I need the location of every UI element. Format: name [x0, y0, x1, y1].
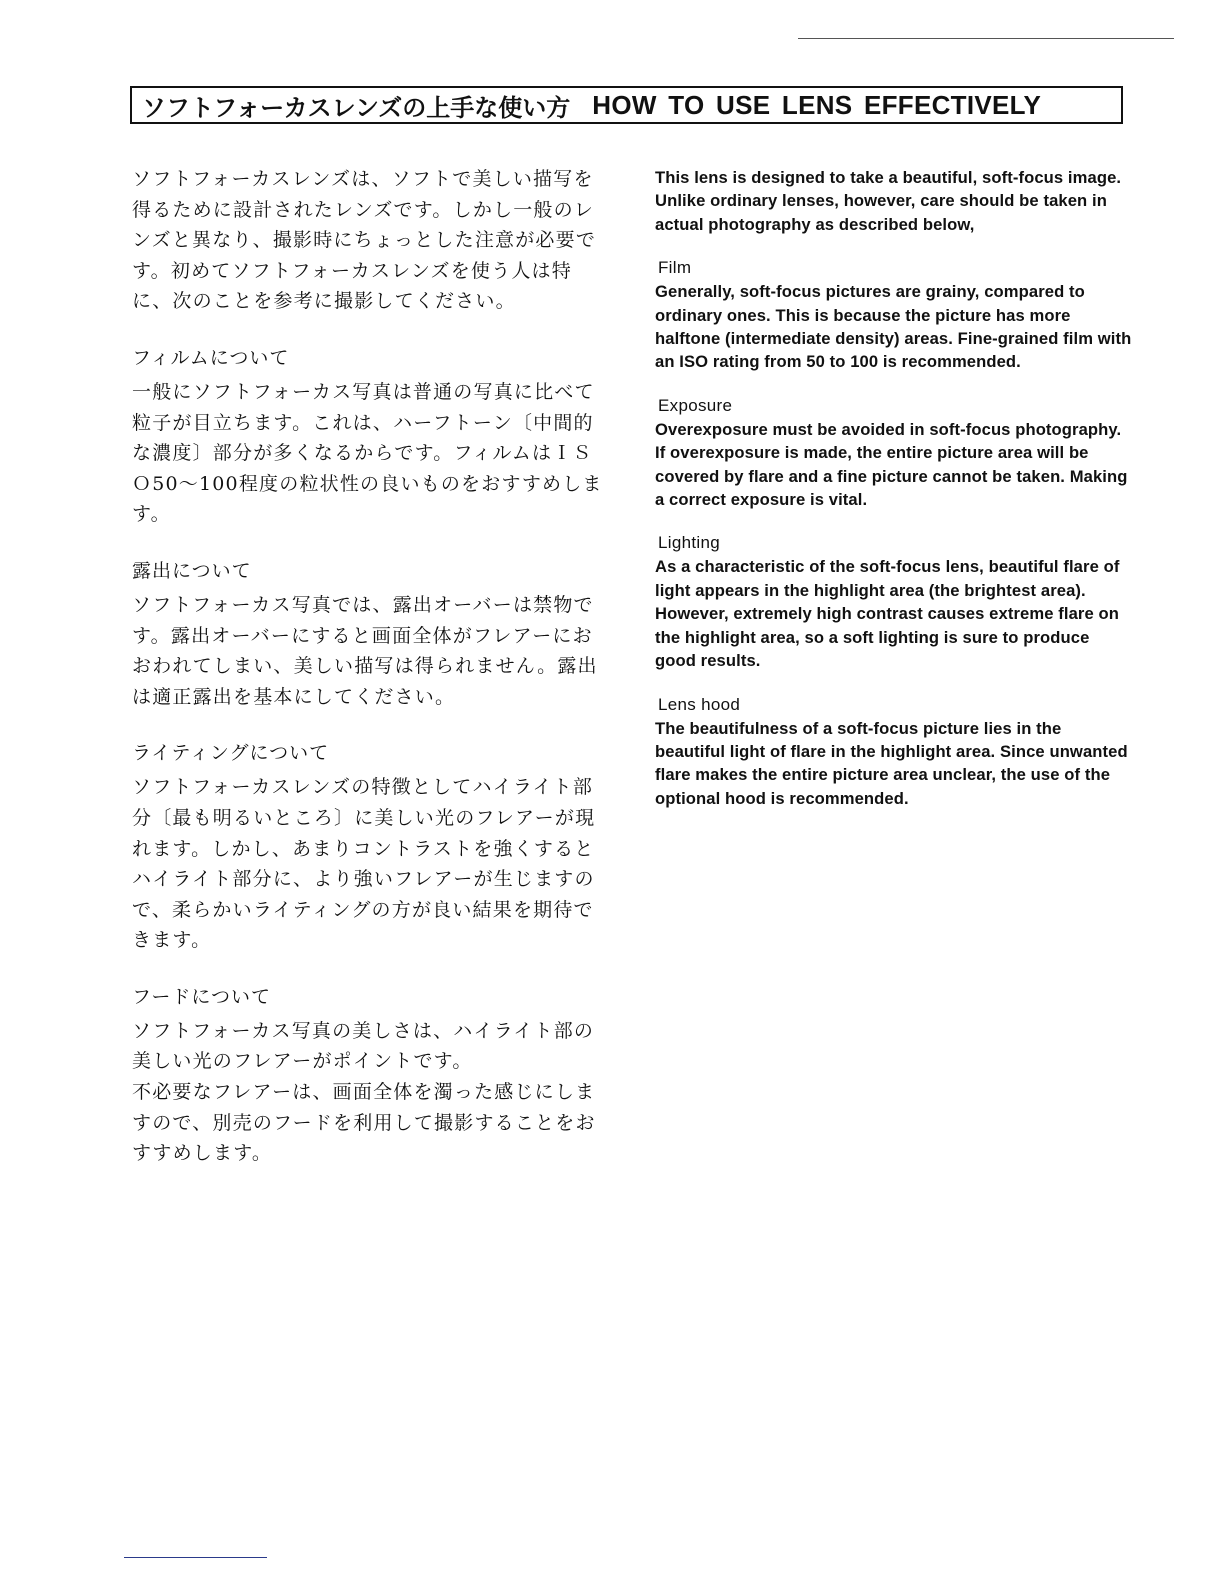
jp-intro-text: ソフトフォーカスレンズは、ソフトで美しい描写を得るために設計されたレンズです。しかし一般のレンズと異なり、撮影時にちょっとした注意が必要です。初めてソフトフォーカスレンズを使う人は特に、次のことを参考に撮影してください。 [132, 168, 597, 313]
jp-exposure-heading: 露出について [132, 559, 252, 582]
jp-lighting-text: ソフトフォーカスレンズの特徴としてハイライト部分〔最も明るいところ〕に美しい光のフレアーが現れます。しかし、あまりコントラストを強くするとハイライト部分に、より強いフレアーが生じますので、柔らかいライティングの方が良い結果を期待できます。 [132, 776, 596, 952]
jp-film-heading: フィルムについて [132, 346, 290, 369]
jp-hood-heading: フードについて [132, 985, 272, 1008]
en-lighting-text: As a characteristic of the soft-focus lens, beautiful flare of light appears in the highlight area (the brightest area). However, extremely high contrast causes extreme flare on the highlight area, so a soft lighting is sure to produce good results. [655, 557, 1120, 671]
jp-hood-text-1: ソフトフォーカス写真の美しさは、ハイライト部の美しい光のフレアーがポイントです。 [132, 1019, 595, 1073]
jp-film-section [132, 343, 608, 530]
jp-hood-text-2: 不必要なフレアーは、画面全体を濁った感じにしますので、別売のフードを利用して撮影することをおすすめします。 [132, 1081, 596, 1165]
bottom-rule [124, 1557, 267, 1558]
en-hood-section [655, 693, 1135, 811]
en-hood-text: The beautifulness of a soft-focus picture lies in the beautiful light of flare in the highlight area. Since unwanted flare makes the entire picture area unclear, the use of the optional hood is recommended. [655, 718, 1128, 808]
en-hood-heading: Lens hood [658, 694, 741, 714]
jp-lighting-section [132, 738, 608, 956]
jp-intro-section [132, 164, 608, 317]
jp-lighting-heading: ライティングについて [132, 742, 330, 765]
en-film-section [655, 256, 1135, 374]
japanese-column [132, 164, 608, 1195]
page-title-jp: ソフトフォーカスレンズの上手な使い方 [142, 93, 571, 122]
jp-film-text: 一般にソフトフォーカス写真は普通の写真に比べて粒子が目立ちます。これは、ハーフトーン〔中間的な濃度〕部分が多くなるからです。フィルムはＩＳＯ50～100程度の粒状性の良いものをおすすめします。 [132, 380, 603, 526]
en-lighting-section [655, 531, 1135, 672]
en-lighting-heading: Lighting [658, 533, 720, 553]
jp-hood-section [132, 982, 608, 1169]
english-column [655, 166, 1135, 830]
jp-exposure-text: ソフトフォーカス写真では、露出オーバーは禁物です。露出オーバーにすると画面全体がフレアーにおおわれてしまい、美しい描写は得られません。露出は適正露出を基本にしてください。 [132, 593, 598, 708]
en-exposure-section [655, 394, 1135, 512]
en-film-heading: Film [658, 258, 692, 278]
en-exposure-heading: Exposure [658, 395, 733, 415]
en-intro-text: This lens is designed to take a beautiful, soft-focus image. Unlike ordinary lenses, however, care should be taken in actual photography as described below, [655, 168, 1122, 234]
top-rule [798, 38, 1174, 39]
page-title-box [130, 86, 1123, 124]
page-title-en: HOW TO USE LENS EFFECTIVELY [592, 89, 1042, 120]
en-film-text: Generally, soft-focus pictures are grainy, compared to ordinary ones. This is because the picture has more halftone (intermediate density) areas. Fine-grained film with an ISO rating from 50 to 100 is recommended. [655, 282, 1132, 372]
en-intro-section [655, 166, 1135, 236]
jp-exposure-section [132, 556, 608, 712]
en-exposure-text: Overexposure must be avoided in soft-focus photography. If overexposure is made, the entire picture area will be covered by flare and a fine picture cannot be taken. Making a correct exposure is vital. [655, 419, 1128, 510]
